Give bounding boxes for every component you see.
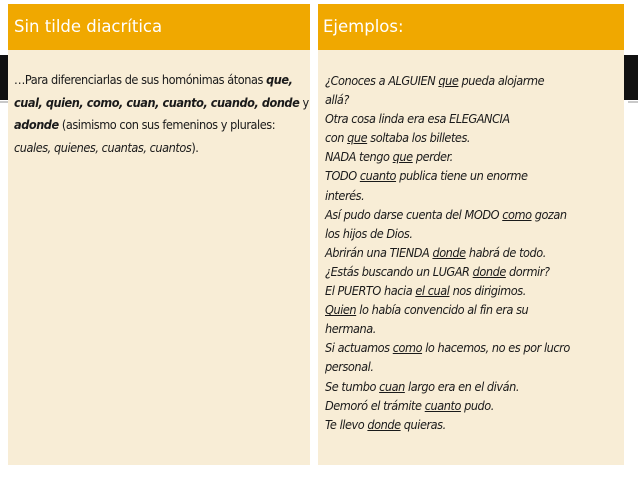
example-text: Otra cosa linda era esa ELEGANCIA (325, 111, 510, 127)
example-text: personal. (325, 359, 374, 375)
example-text: TODO (325, 168, 360, 184)
explanation-cell (14, 69, 310, 159)
example-text: quieras. (400, 416, 446, 432)
example-text: con (325, 130, 348, 146)
example-keyword: donde (472, 263, 506, 279)
example-text: Abrirán una TIENDA (325, 244, 433, 260)
header-sin-tilde: Sin tilde diacrítica (8, 4, 310, 50)
example-line (325, 205, 621, 224)
example-text: soltaba los billetes. (367, 130, 471, 146)
example-text: pueda alojarme (458, 73, 545, 88)
example-text: Te llevo (325, 416, 368, 432)
example-text: Si actuamos (325, 340, 393, 356)
example-line (325, 338, 621, 357)
column-divider (310, 4, 318, 465)
example-line (325, 128, 621, 147)
explanation-and: y (299, 94, 309, 110)
example-line (325, 377, 621, 396)
example-line (325, 90, 621, 109)
explanation-close: ). (191, 139, 199, 155)
example-text: gozan (531, 206, 567, 222)
explanation-intro: …Para diferenciarlas de sus homónimas átonas (14, 72, 267, 87)
example-line (325, 71, 621, 90)
example-text: NADA tengo (325, 149, 393, 165)
example-line (325, 396, 621, 415)
example-keyword: cuanto (424, 397, 461, 413)
example-line (325, 281, 621, 300)
example-text: hermana. (325, 321, 376, 337)
header-ejemplos: Ejemplos: (318, 4, 624, 50)
example-text: interés. (325, 187, 365, 203)
example-keyword: el cual (415, 283, 450, 299)
example-keyword: como (502, 206, 532, 222)
example-line (325, 147, 621, 166)
example-line (325, 109, 621, 128)
example-text: habrá de todo. (465, 244, 546, 260)
example-keyword: donde (432, 244, 466, 260)
example-text: los hijos de Dios. (325, 225, 413, 241)
example-keyword: como (392, 340, 423, 356)
example-text: ¿Estás buscando un LUGAR (325, 263, 473, 279)
example-line (325, 224, 621, 243)
example-text: lo hacemos, no es por lucro (422, 340, 570, 356)
example-text: allá? (325, 92, 349, 108)
example-keyword: donde (367, 416, 401, 432)
example-line (325, 319, 621, 338)
example-keyword: Quien (325, 302, 357, 318)
example-line (325, 186, 621, 205)
example-line (325, 357, 621, 376)
explanation-words: que, cual, quien, como, cuan, cuanto, cuando, donde (14, 72, 300, 110)
example-line (325, 243, 621, 262)
example-keyword: cuan (379, 378, 405, 394)
example-text: pudo. (460, 397, 494, 413)
example-keyword: que (438, 73, 459, 88)
example-text: nos dirigimos. (449, 283, 526, 299)
example-text: lo había convencido al fin era su (356, 302, 529, 318)
example-text: perder. (412, 149, 453, 165)
example-text: largo era en el diván. (404, 378, 519, 394)
example-line (325, 300, 621, 319)
example-keyword: que (392, 149, 413, 165)
example-keyword: que (347, 130, 368, 146)
example-keyword: cuanto (359, 168, 397, 184)
example-line (325, 166, 621, 185)
example-text: Demoró el trámite (325, 397, 425, 413)
explanation-plural-words: cuales, quienes, cuantas, cuantos (14, 139, 192, 155)
example-text: El PUERTO hacia (325, 283, 416, 299)
example-text: Se tumbo (325, 378, 380, 394)
example-text: dormir? (505, 263, 550, 279)
example-line (325, 262, 621, 281)
example-text: Así pudo darse cuenta del MODO (325, 206, 503, 222)
example-text: publica tiene un enorme (396, 168, 528, 184)
explanation-plural-note: (asimismo con sus femeninos y plurales: (58, 117, 276, 132)
explanation-adonde: adonde (14, 117, 59, 132)
examples-cell (325, 71, 621, 434)
example-line (325, 415, 621, 434)
example-text: ¿Conoces a ALGUIEN (325, 73, 439, 88)
slide-tick-right (628, 101, 638, 103)
